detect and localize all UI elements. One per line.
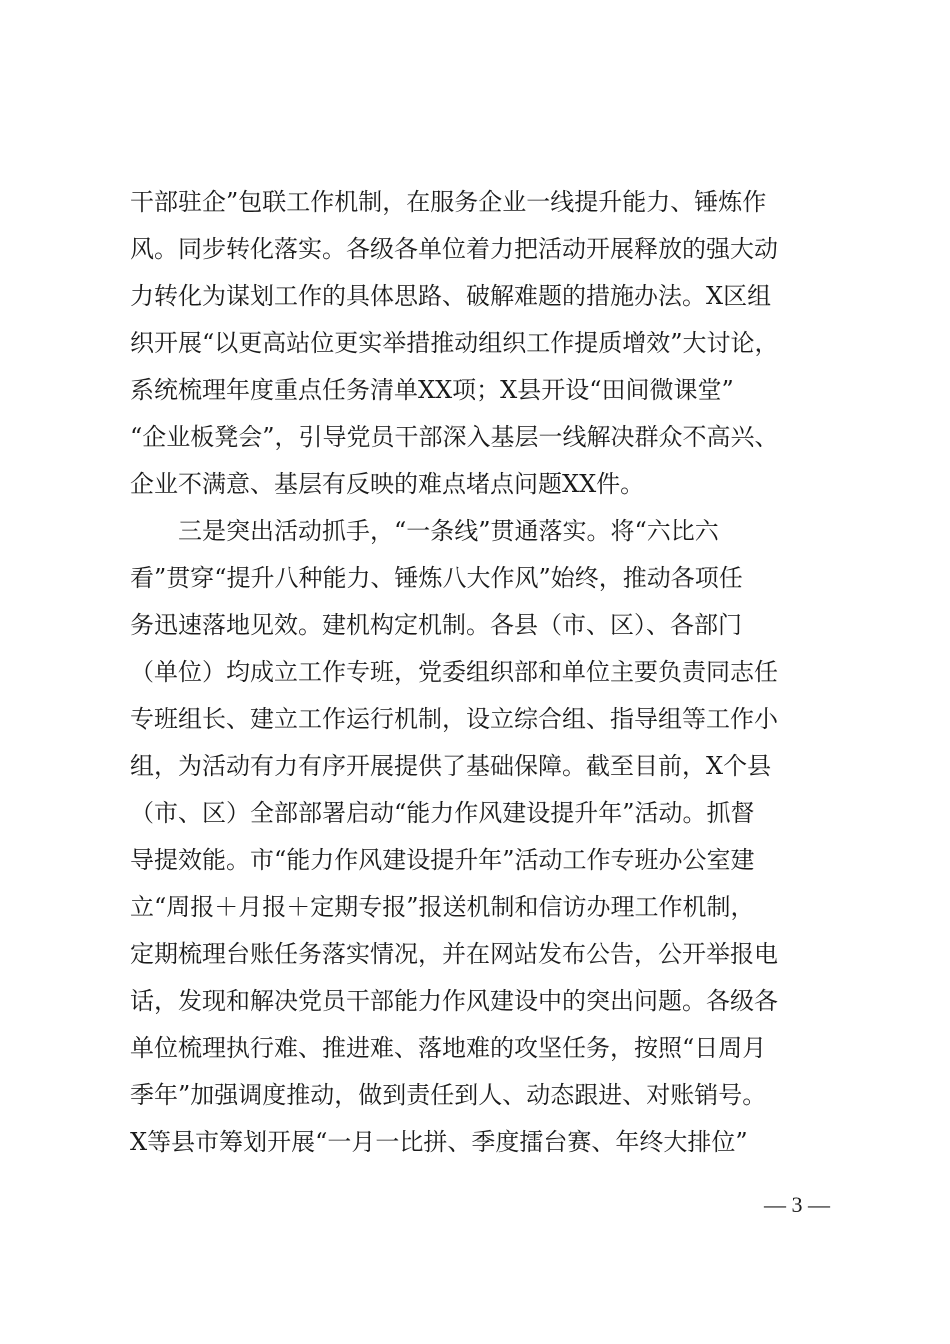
text-line-7: 企业不满意、基层有反映的难点堵点问题XX件。 <box>130 470 645 498</box>
text-line-4: 织开展“以更高站位更实举措推动组织工作提质增效”大讨论， <box>130 329 779 357</box>
text-line-17: 定期梳理台账任务落实情况，并在网站发布公告，公开举报电 <box>130 940 778 968</box>
text-line-18: 话，发现和解决党员干部能力作风建设中的突出问题。各级各 <box>130 987 778 1015</box>
page-number: — 3 — <box>764 1192 830 1217</box>
text-line-1: 干部驻企”包联工作机制，在服务企业一线提升能力、锤炼作 <box>130 188 767 216</box>
text-line-20: 季年”加强调度推动，做到责任到人、动态跟进、对账销号。 <box>130 1081 767 1109</box>
text-line-14: （市、区）全部部署启动“能力作风建设提升年”活动。抓督 <box>130 799 755 827</box>
text-line-15: 导提效能。市“能力作风建设提升年”活动工作专班办公室建 <box>130 846 755 874</box>
text-line-5: 系统梳理年度重点任务清单XX项；X县开设“田间微课堂” <box>130 376 734 404</box>
text-line-3: 力转化为谋划工作的具体思路、破解难题的措施办法。X区组 <box>130 282 772 310</box>
text-line-21: X等县市筹划开展“一月一比拼、季度擂台赛、年终大排位” <box>130 1128 748 1156</box>
text-line-16: 立“周报＋月报＋定期专报”报送机制和信访办理工作机制， <box>130 893 755 921</box>
text-line-9: 看”贯穿“提升八种能力、锤炼八大作风”始终，推动各项任 <box>130 564 743 592</box>
text-line-11: （单位）均成立工作专班，党委组织部和单位主要负责同志任 <box>130 658 778 686</box>
text-line-12: 专班组长、建立工作运行机制，设立综合组、指导组等工作小 <box>130 705 778 733</box>
text-line-2: 风。同步转化落实。各级各单位着力把活动开展释放的强大动 <box>130 235 778 263</box>
text-line-19: 单位梳理执行难、推进难、落地难的攻坚任务，按照“日周月 <box>130 1034 767 1062</box>
text-line-6: “企业板凳会”，引导党员干部深入基层一线解决群众不高兴、 <box>130 423 779 451</box>
text-line-8: 三是突出活动抓手，“一条线”贯通落实。将“六比六 <box>178 517 719 545</box>
text-line-10: 务迅速落地见效。建机构定机制。各县（市、区）、各部门 <box>130 611 742 639</box>
text-line-13: 组，为活动有力有序开展提供了基础保障。截至目前，X个县 <box>130 752 772 780</box>
